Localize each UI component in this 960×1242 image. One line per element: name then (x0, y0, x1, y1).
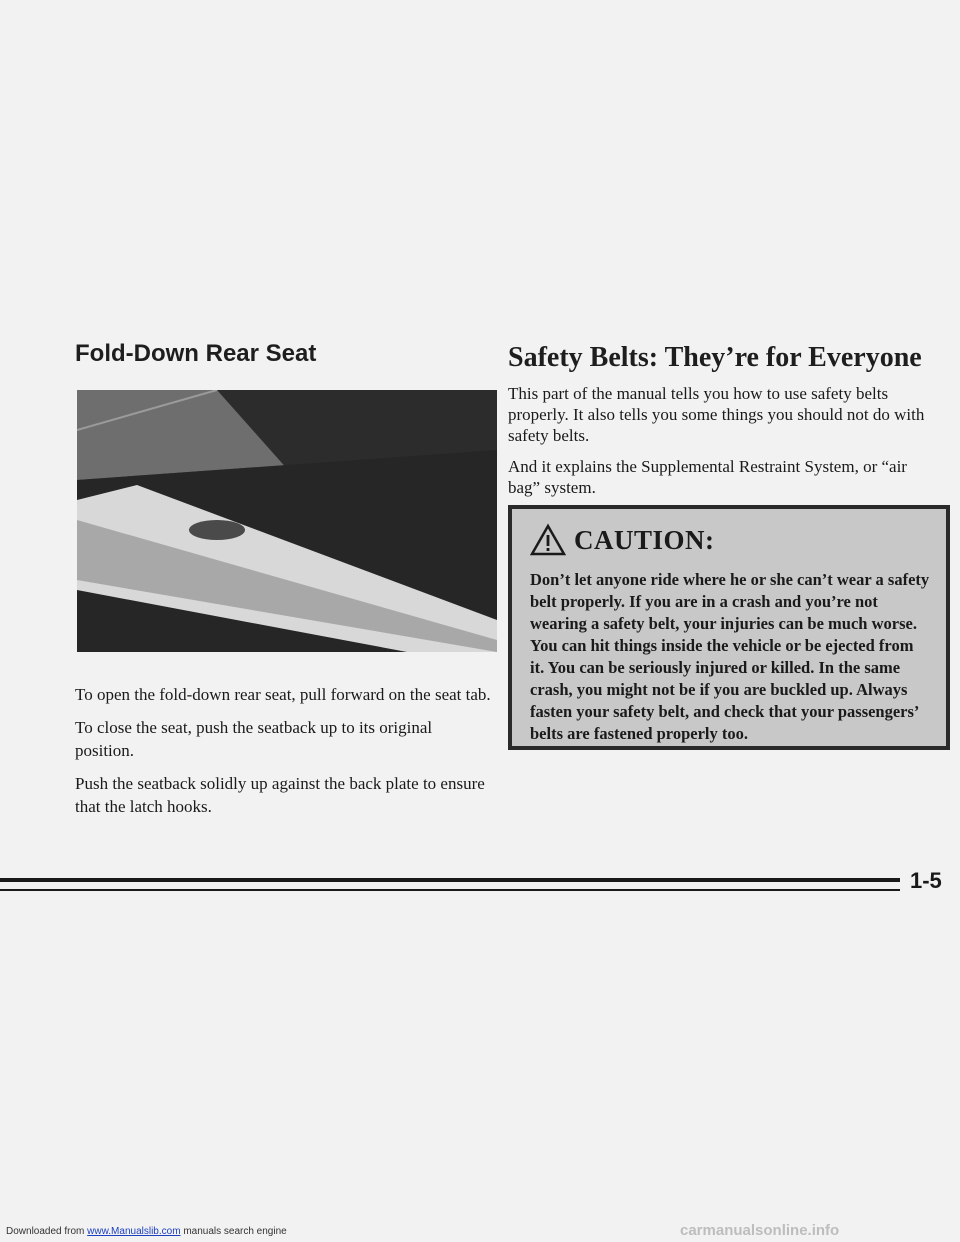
download-footer (6, 1226, 287, 1237)
right-body-text (508, 383, 938, 508)
paragraph: To open the fold-down rear seat, pull forward on the seat tab. (75, 685, 491, 704)
footer-rule-thick (0, 878, 900, 882)
footer-rule-thin (0, 889, 900, 891)
paragraph: And it explains the Supplemental Restraint System, or “air bag” system. (508, 457, 907, 497)
rear-seat-photo (77, 390, 497, 652)
caution-header (530, 523, 930, 557)
paragraph: To close the seat, push the seatback up to its original position. (75, 718, 433, 760)
caution-body: Don’t let anyone ride where he or she can’t wear a safety belt properly. If you are in a crash and you’re not wearing a safety belt, your injuries can be much worse. You can hit things inside the vehicle or be ejected from it. You can be seriously injured or killed. In the same crash, you might not be if you are buckled up. Always fasten your safety belt, and check that your passengers’ belts are fastened properly too. (530, 570, 930, 743)
footer-prefix: Downloaded from (6, 1226, 85, 1237)
rear-seat-illustration (77, 390, 497, 652)
warning-triangle-icon (530, 523, 566, 557)
caution-title: CAUTION: (574, 524, 715, 555)
watermark: carmanualsonline.info (680, 1222, 840, 1239)
paragraph: This part of the manual tells you how to use safety belts properly. It also tells you some things you should not do with safety belts. (508, 384, 925, 445)
manualslib-link[interactable]: www.Manualslib.com (87, 1226, 181, 1237)
section-heading-safety-belts: Safety Belts: They’re for Everyone (508, 342, 922, 373)
page-number: 1-5 (910, 868, 942, 893)
footer-suffix: manuals search engine (183, 1226, 287, 1237)
left-body-text (75, 683, 495, 828)
caution-box (508, 505, 950, 750)
section-heading-fold-down-rear-seat: Fold-Down Rear Seat (75, 340, 317, 367)
paragraph: Push the seatback solidly up against the back plate to ensure that the latch hooks. (75, 774, 485, 816)
